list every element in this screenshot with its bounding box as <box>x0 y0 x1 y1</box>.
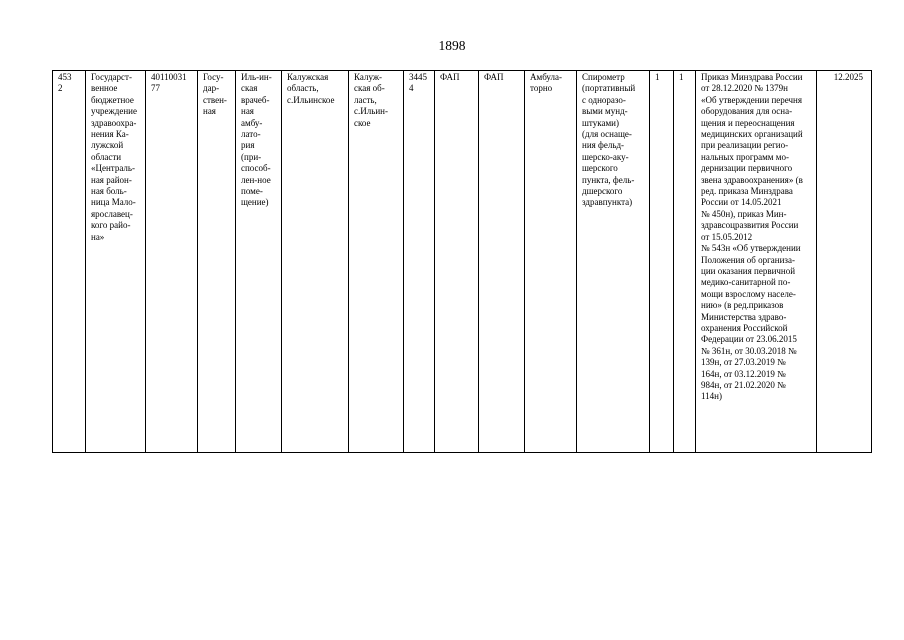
table-row <box>53 71 872 453</box>
cell-organization: Государст- венное бюджетное учреждение здравоохра- нения Ка- лужской области «Централь- ная район- ная боль- ница Мало- ярославец- кого райо- на» <box>86 71 146 453</box>
cell-date: 12.2025 <box>817 71 872 453</box>
cell-quantity-2: 1 <box>674 71 696 453</box>
cell-population: 3445 4 <box>404 71 435 453</box>
cell-inn: 40110031 77 <box>146 71 198 453</box>
cell-type-1: ФАП <box>435 71 479 453</box>
cell-equipment: Спирометр (портативный с одноразо- выми мунд- штуками) (для оснаще- ния фельд- шерско-аку- шерского пункта, фель- дшерского здравпункта) <box>577 71 650 453</box>
cell-facility: Иль-ин- ская врачеб- ная амбу- лато- рия (при- способ- лен-ное поме- щение) <box>236 71 282 453</box>
cell-type-2: ФАП <box>479 71 525 453</box>
cell-address: Калужская область, с.Ильинское <box>282 71 349 453</box>
cell-legal-basis: Приказ Минздрава России от 28.12.2020 № 1379н «Об утверждении перечня оборудования для осна- щения и переоснащения медицинских организаций при реализации регио- нальных программ мо- дернизации первичного звена здравоохранения» (в ред. приказа Минздрава России от 14.05.2021 № 450н), приказ Мин- здравсоцразвития России от 15.05.2012 № 543н «Об утверждении Положения об организа- ции оказания первичной медико-санитарной по- мощи взрослому населе- нию» (в ред.приказов Министерства здраво- охранения Российской Федерации от 23.06.2015 № 361н, от 30.03.2018 № 139н, от 27.03.2019 № 164н, от 03.12.2019 № 984н, от 21.02.2020 № 114н) <box>696 71 817 453</box>
cell-care-form: Амбула- торно <box>525 71 577 453</box>
cell-quantity-1: 1 <box>650 71 674 453</box>
page-number: 1898 <box>438 38 466 53</box>
register-table <box>52 70 872 453</box>
cell-locality: Калуж- ская об- ласть, с.Ильин- ское <box>349 71 404 453</box>
cell-ownership: Госу- дар- ствен- ная <box>198 71 236 453</box>
cell-row-number: 453 2 <box>53 71 86 453</box>
